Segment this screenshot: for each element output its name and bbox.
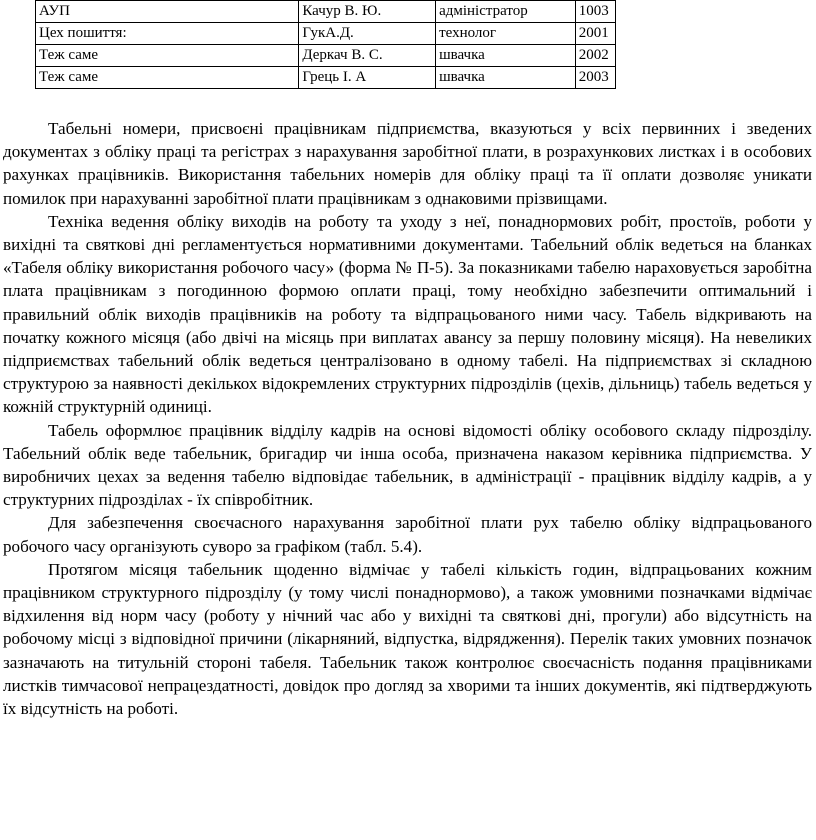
table-row — [36, 1, 616, 23]
name-cell: Качур В. Ю. — [299, 1, 436, 23]
table-row — [36, 67, 616, 89]
number-cell: 2003 — [575, 67, 615, 89]
number-cell: 2001 — [575, 23, 615, 45]
paragraph: Протягом місяця табельник щоденно відмічає у табелі кількість годин, відпрацьованих кожним працівником структурного підрозділу (у тому числі понаднормово), а також умовними позначками відмічає відхилення від норм часу (роботу у нічний час або у вихідні та святкові дні, прогули) або відсутність на робочому місці з відповідної причини (лікарняний, відпустка, відрядження). Перелік таких умовних позначок зазначають на титульній стороні табеля. Табельник також контролює своєчасність подання працівниками листків тимчасової непрацездатності, довідок про догляд за хворими та інших документів, які підтверджують їх відсутність на роботі. — [3, 559, 812, 719]
unit-cell: Цех пошиття: — [36, 23, 299, 45]
body-text — [3, 117, 812, 720]
paragraph: Табельні номери, присвоєні працівникам підприємства, вказуються у всіх первинних і зведених документах з обліку праці та регістрах з нарахування заробітної плати, в розрахункових листках і в особових рахунках працівників. Використання табельних номерів для обліку праці та її оплати дозволяє уникати помилок при нарахуванні заробітної плати працівникам з однаковими прізвищами. — [3, 119, 812, 208]
position-cell: адміністратор — [436, 1, 576, 23]
number-cell: 2002 — [575, 45, 615, 67]
name-cell: Деркач В. С. — [299, 45, 436, 67]
name-cell: Грець І. А — [299, 67, 436, 89]
paragraph: Техніка ведення обліку виходів на роботу та уходу з неї, понаднормових робіт, простоїв, роботи у вихідні та святкові дні регламентується нормативними документами. Табельний облік ведеться на бланках «Табеля обліку використання робочого часу» (форма № П-5). За показниками табелю нараховується заробітна плата працівникам з погодинною формою оплати праці, тому необхідно забезпечити оптимальний і правильний облік виходів працівників на роботу та відпрацьованого ними часу. Табель відкривають на початку кожного місяця (або двічі на місяць при виплатах авансу за першу половину місяця). На невеликих підприємствах табельний облік ведеться централізовано в одному табелі. На підприємствах зі складною структурою за наявності декількох відокремлених структурних підрозділів (цехів, дільниць) табель ведеться у кожній структурній одиниці. — [3, 211, 812, 417]
paragraph: Табель оформлює працівник відділу кадрів на основі відомості обліку особового складу підрозділу. Табельний облік веде табельник, бригадир чи інша особа, призначена наказом керівника підприємства. У виробничих цехах за ведення табелю відповідає табельник, в адміністрації - працівник відділу кадрів, а у структурних підрозділах - їх співробітник. — [3, 420, 812, 510]
table-row — [36, 45, 616, 67]
position-cell: швачка — [436, 67, 576, 89]
table-row — [36, 23, 616, 45]
position-cell: швачка — [436, 45, 576, 67]
number-cell: 1003 — [575, 1, 615, 23]
unit-cell: Теж саме — [36, 67, 299, 89]
unit-cell: АУП — [36, 1, 299, 23]
staff-table — [35, 0, 616, 89]
position-cell: технолог — [436, 23, 576, 45]
name-cell: ГукА.Д. — [299, 23, 436, 45]
paragraph: Для забезпечення своєчасного нарахування заробітної плати рух табелю обліку відпрацьованого робочого часу організують суворо за графіком (табл. 5.4). — [3, 513, 812, 556]
unit-cell: Теж саме — [36, 45, 299, 67]
